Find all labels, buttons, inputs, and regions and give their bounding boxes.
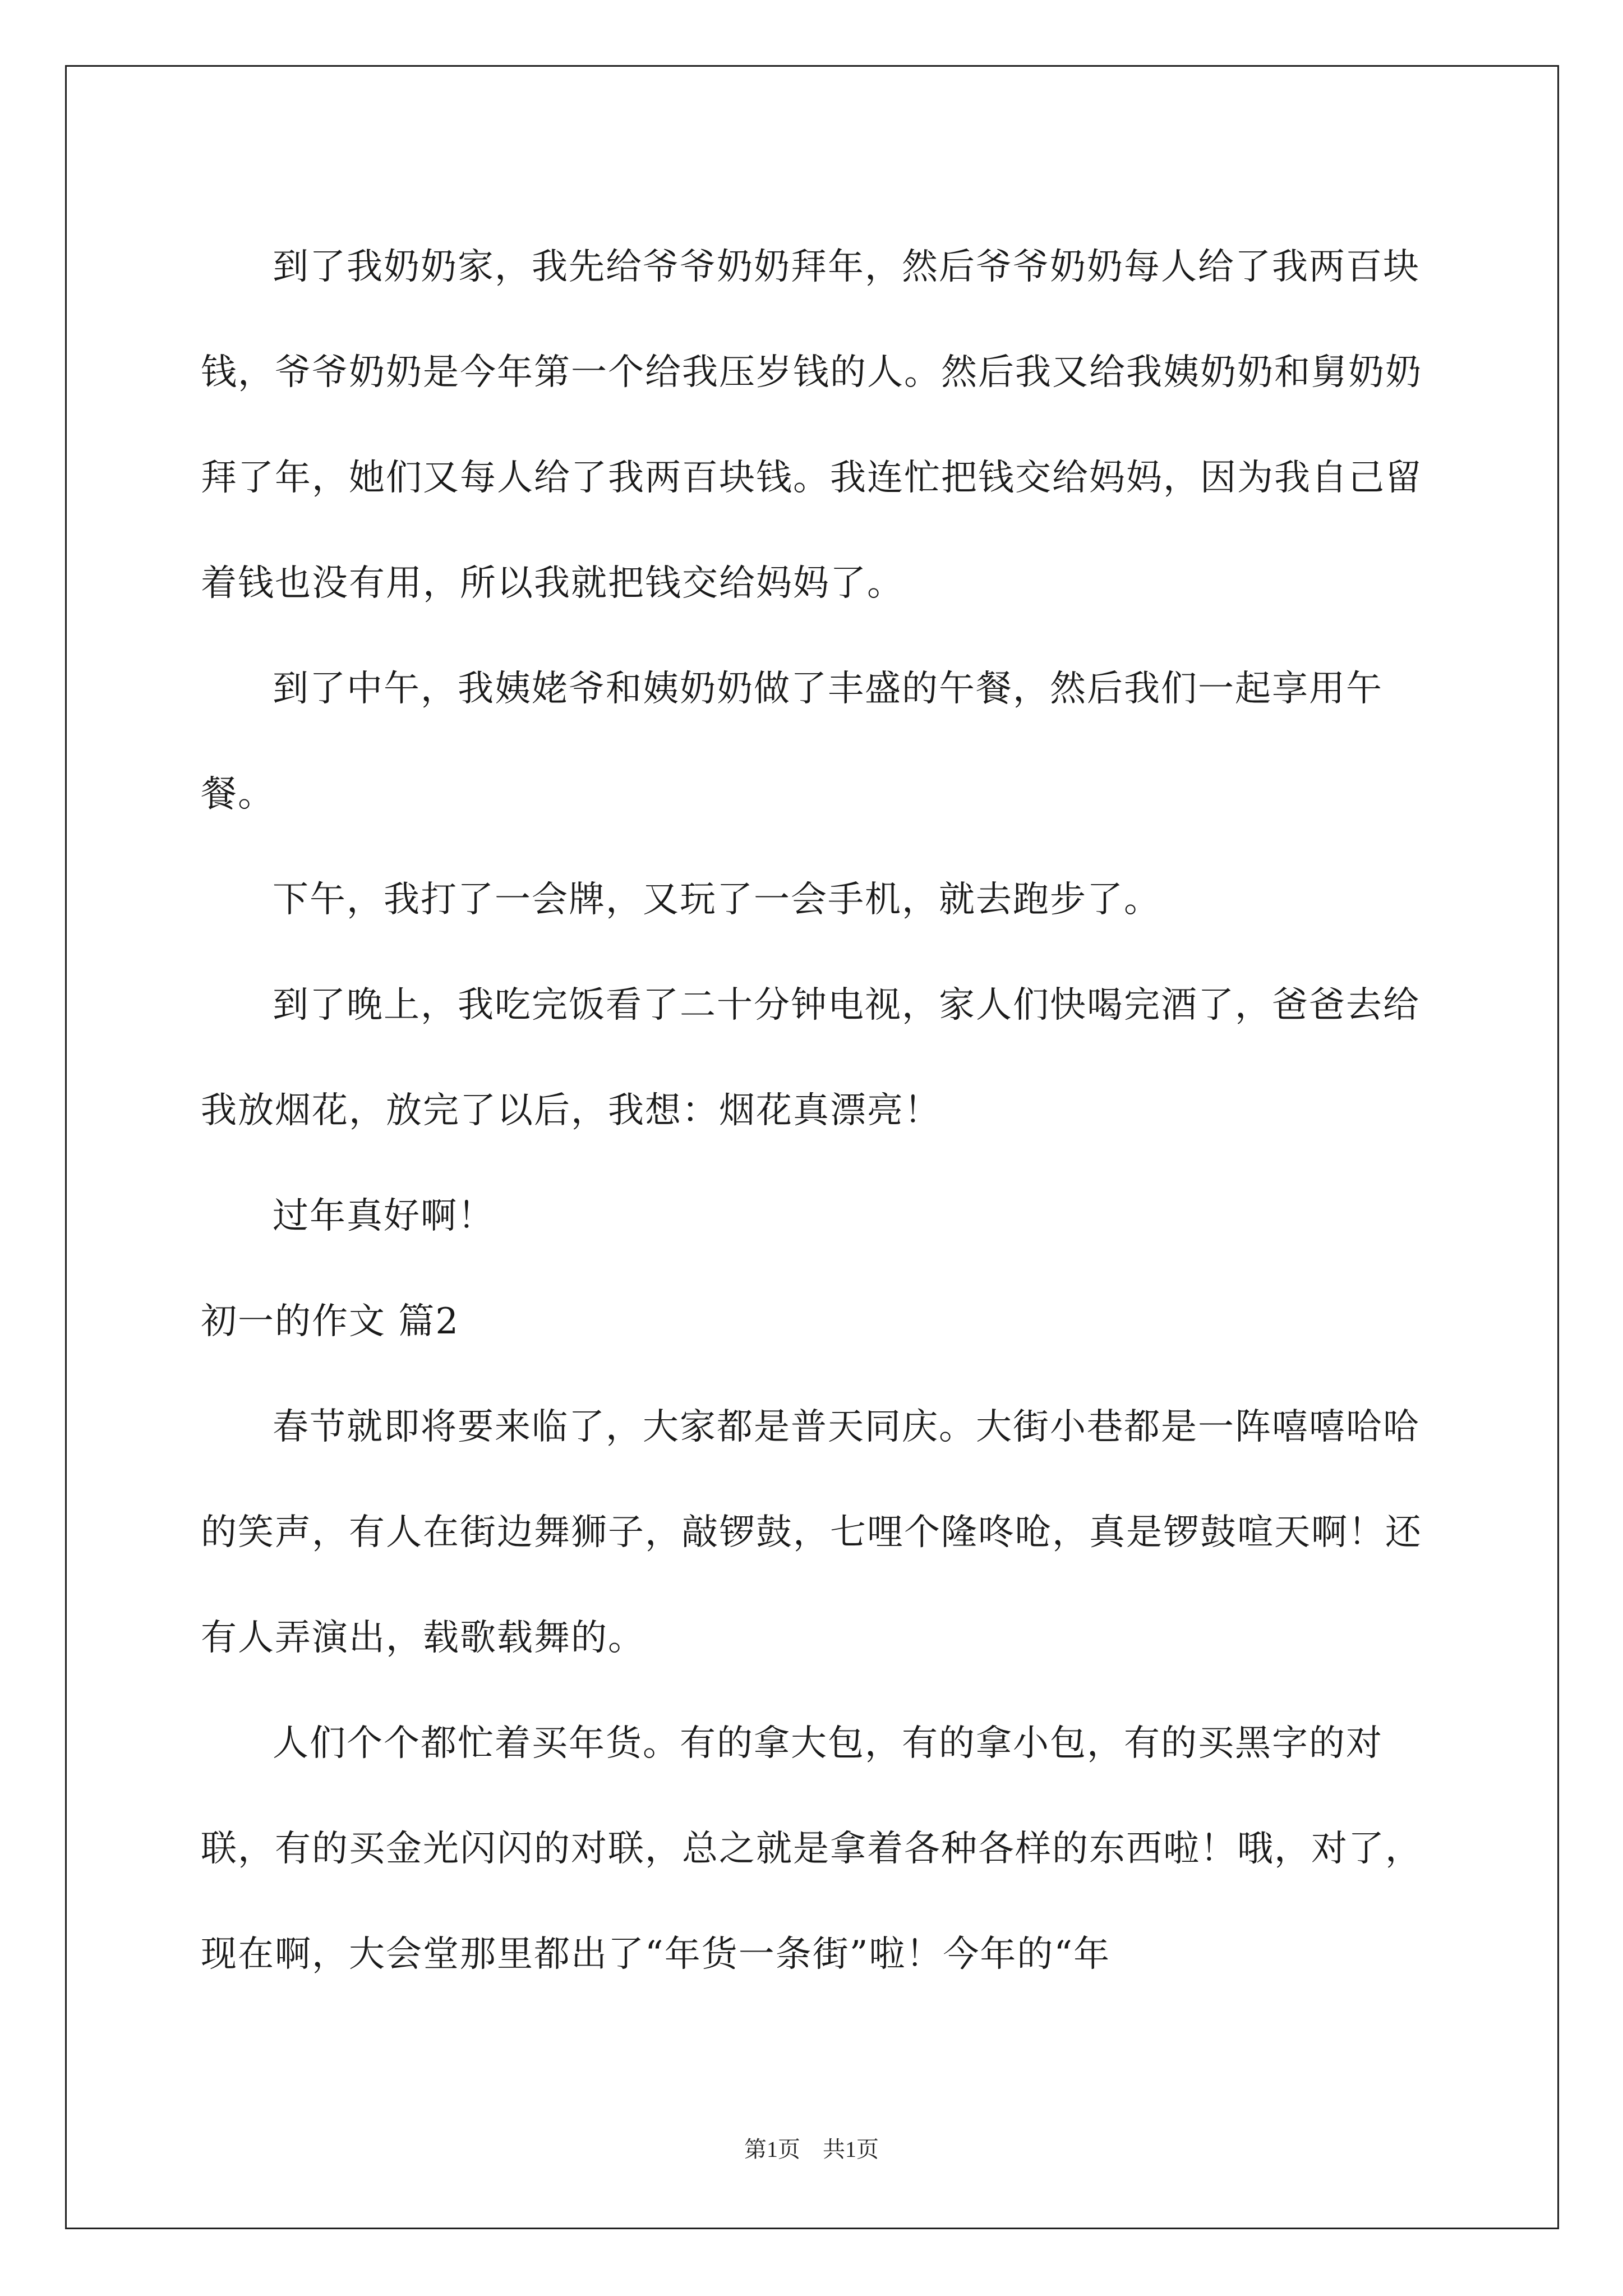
document-body xyxy=(201,214,1431,2007)
paragraph-afternoon: 下午，我打了一会牌，又玩了一会手机，就去跑步了。 xyxy=(273,879,1161,921)
paragraph-new-year-shopping: 人们个个都忙着买年货。有的拿大包，有的拿小包，有的买黑字的对联，有的买金光闪闪的对联，总之就是拿着各种各样的东西啦！哦，对了，现在啊，大会堂那里都出了“年货一条街”啦！今年的“年 xyxy=(201,1723,1422,1975)
paragraph-spring-festival: 春节就即将要来临了，大家都是普天同庆。大街小巷都是一阵嘻嘻哈哈的笑声，有人在街边舞狮子，敲锣鼓，七哩个隆咚呛，真是锣鼓喧天啊！还有人弄演出，载歌载舞的。 xyxy=(201,1406,1422,1659)
paragraph-visit-grandparents: 到了我奶奶家，我先给爷爷奶奶拜年，然后爷爷奶奶每人给了我两百块钱，爷爷奶奶是今年第一个给我压岁钱的人。然后我又给我姨奶奶和舅奶奶拜了年，她们又每人给了我两百块钱。我连忙把钱交给妈妈，因为我自己留着钱也没有用，所以我就把钱交给妈妈了。 xyxy=(201,246,1422,604)
paragraph-evening-fireworks: 到了晚上，我吃完饭看了二十分钟电视，家人们快喝完酒了，爸爸去给我放烟花，放完了以后，我想：烟花真漂亮！ xyxy=(201,984,1420,1131)
section-heading: 初一的作文 篇2 xyxy=(201,1301,460,1342)
paragraph-noon-lunch: 到了中午，我姨姥爷和姨奶奶做了丰盛的午餐，然后我们一起享用午餐。 xyxy=(201,668,1383,815)
paragraph-new-year-good: 过年真好啊！ xyxy=(273,1195,495,1237)
page-number-footer: 第1页 共1页 xyxy=(744,2137,879,2162)
